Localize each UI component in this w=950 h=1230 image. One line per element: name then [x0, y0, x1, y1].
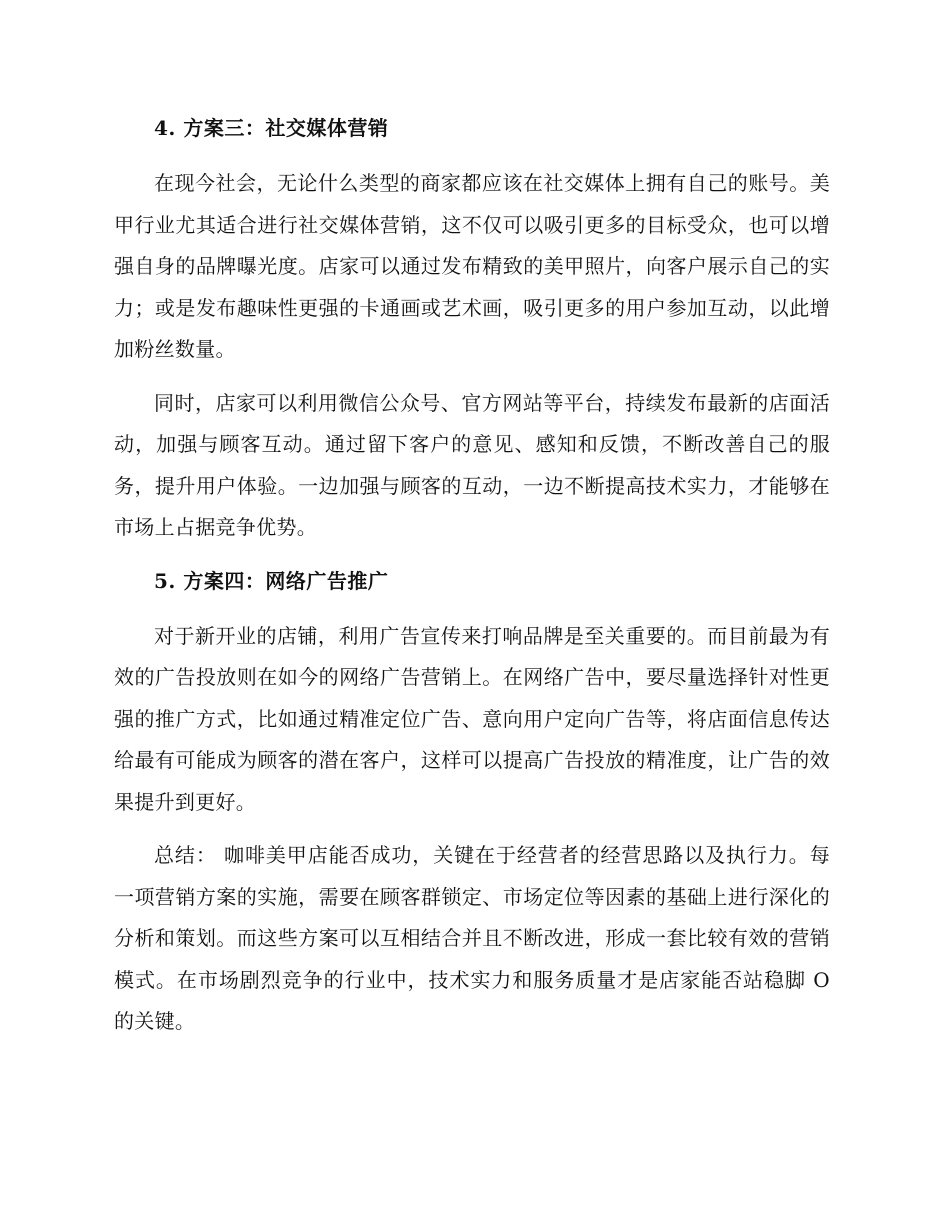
paragraph-online-ads: 对于新开业的店铺，利用广告宣传来打响品牌是至关重要的。而目前最为有效的广告投放则在如今的网络广告营销上。在网络广告中，要尽量选择针对性更强的推广方式，比如通过精准定位广告、意向用户定向广告等，将店面信息传达给最有可能成为顾客的潜在客户，这样可以提高广告投放的精准度，让广告的效果提升到更好。	[114, 623, 830, 814]
section-heading-5: 5. 方案四：网络广告推广	[154, 568, 389, 593]
section-heading-4: 4. 方案三：社交媒体营销	[154, 116, 389, 140]
document-page	[114, 108, 830, 1043]
paragraph-summary: 总结： 咖啡美甲店能否成功，关键在于经营者的经营思路以及执行力。每一项营销方案的实施，需要在顾客群锁定、市场定位等因素的基础上进行深化的分析和策划。而这些方案可以互相结合并且不断改进，形成一套比较有效的营销模式。在市场剧烈竞争的行业中，技术实力和服务质量才是店家能否站稳脚 O 的关键。	[114, 843, 830, 1033]
paragraph-social-media-2: 同时，店家可以利用微信公众号、官方网站等平台，持续发布最新的店面活动，加强与顾客互动。通过留下客户的意见、感知和反馈，不断改善自己的服务，提升用户体验。一边加强与顾客的互动，一边不断提高技术实力，才能够在市场上占据竞争优势。	[114, 390, 830, 539]
paragraph-social-media-1: 在现今社会，无论什么类型的商家都应该在社交媒体上拥有自己的账号。美甲行业尤其适合进行社交媒体营销，这不仅可以吸引更多的目标受众，也可以增强自身的品牌曝光度。店家可以通过发布精致的美甲照片，向客户展示自己的实力；或是发布趣味性更强的卡通画或艺术画，吸引更多的用户参加互动，以此增加粉丝数量。	[114, 171, 830, 361]
